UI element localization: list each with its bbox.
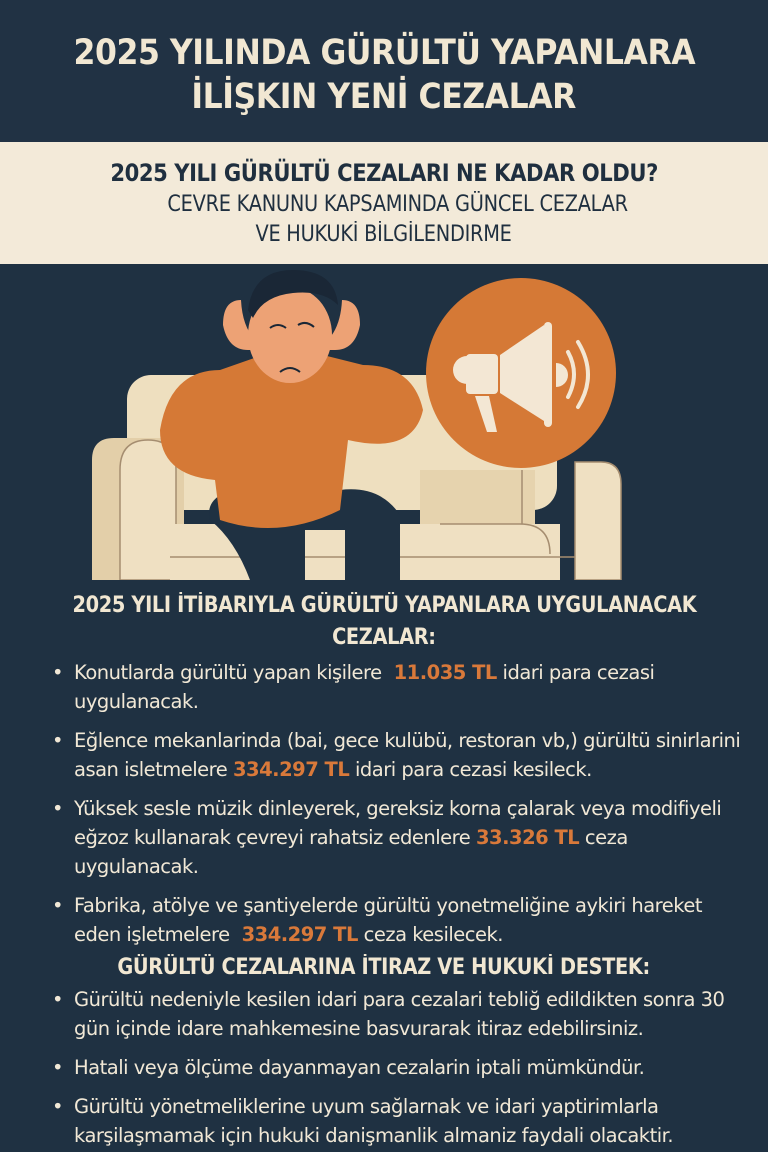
subtitle-banner (0, 142, 768, 264)
penalty-text: ceza kesilecek. (363, 923, 504, 946)
penalty-amount: 11.035 TL (393, 661, 497, 684)
penalty-amount: 334.297 TL (232, 758, 350, 781)
legal-item: • Gürültü yönetmeliklerine uyum sağlarnak ve idari yaptirimlarla karşilaşmamak için hukuki danişmanlik almaniz faydali olacaktir. (52, 1092, 742, 1150)
legal-item: • Gürültü nedeniyle kesilen idari para cezalari tebliğ edildikten sonra 30 gün içinde idare mahkemesine basvurarak itiraz edebilirsiniz. (52, 985, 742, 1043)
penalties-heading-line-1: 2025 YILI İTİBARIYLA GÜRÜLTÜ YAPANLARA UYGULANACAK (72, 593, 696, 618)
penalty-text: idari para cezasi kesileck. (355, 758, 592, 781)
legal-heading-text: GÜRÜLTÜ CEZALARINA İTIRAZ VE HUKUKİ DESTEK: (117, 955, 651, 980)
penalty-item (52, 794, 742, 881)
penalty-item (52, 726, 742, 784)
illustration (0, 264, 768, 580)
legal-list (52, 985, 742, 1152)
penalties-heading-line-2: CEZALAR: (332, 625, 436, 650)
penalty-amount: 334.297 TL (241, 923, 358, 946)
penalty-text: Fabrika, atölye ve şantiyelerde gürültü yonetmeliğine aykiri hareket eden işletmelere (74, 894, 702, 946)
penalty-text: Yüksek sesle müzik dinleyerek, gereksiz korna çalarak veya modifiyeli eğzoz kullanarak çevreyi rahatsiz edenlere (74, 797, 722, 849)
penalty-text: idari para cezasi uygulanacak. (74, 661, 655, 713)
penalties-heading (0, 590, 768, 654)
subtitle-line-1: CEVRE KANUNU KAPSAMINDA GÜNCEL CEZALAR (167, 192, 629, 217)
penalty-item (52, 658, 742, 716)
page-title-line-2: İLİŞKIN YENİ CEZALAR (191, 77, 577, 117)
page-title-line-1: 2025 YILINDA GÜRÜLTÜ YAPANLARA (73, 33, 695, 73)
penalties-list (52, 658, 742, 959)
legal-heading (0, 952, 768, 984)
penalty-text: Eğlence mekanlarinda (bai, gece kulübü, restoran vb,) gürültü sinirlarini asan isletmelere (74, 729, 741, 781)
title-banner (0, 0, 768, 142)
penalty-text: Konutlarda gürültü yapan kişilere (74, 661, 382, 684)
penalty-item (52, 891, 742, 949)
penalty-amount: 33.326 TL (475, 826, 580, 849)
legal-item: • Hatali veya ölçüme dayanmayan cezalarin iptali mümkündür. (52, 1053, 742, 1082)
subtitle-question: 2025 YILI GÜRÜLTÜ CEZALARI NE KADAR OLDU? (110, 159, 658, 187)
subtitle-line-2: VE HUKUKİ BİLGİLENDIRME (255, 222, 513, 247)
megaphone-icon (426, 278, 616, 468)
penalty-text: ceza uygulanacak. (74, 826, 628, 878)
